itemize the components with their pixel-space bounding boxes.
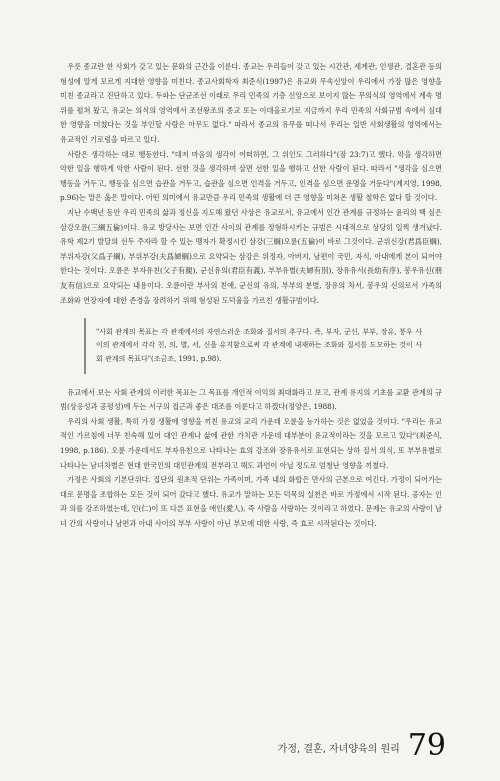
- running-title: 가정, 결혼, 자녀양육의 원리: [277, 744, 400, 755]
- paragraph-6: 가정은 사회의 기본단위다. 집단의 원초적 단위는 가족이며, 가족 내의 화합은 만사의 근본으로 여긴다. 가정이 되어가는 대로 문명을 조합하는 모든 것이 되어 갔다고 했다. 유교가 말하는 모든 덕목의 실천은 바로 가정에서 시작 된다. 공자는 인과 의를 강조하였는데, 인(仁)이 또 다른 표현을 애인(愛人), 즉 사람을 사랑하는 것이라고 하였다. 문제는 유교의 사랑이 남녀 간의 사랑이나 남편과 아내 사이의 부부 사랑이 아닌 부모에 대한 사랑, 즉 효로 시작된다는 것이다.: [60, 475, 442, 529]
- paragraph-3: 지난 수백년 동안 우리 민족의 삶과 정신을 지도해 왔던 사상은 유교로서, 유교에서 인간 관계를 규정하는 윤리의 핵 심은 삼강오륜(三綱五倫)이다. 유교 방당사는 보면 인간 사이의 관계를 정형하시키는 규범은 시대적으로 상당히 일찍 생겨났다. 유학 제2기 발달의 선두 주자라 할 수 있는 맹자가 확정시킨 삼강(三綱)오륜(五倫)이 바로 그것이다. 군위신강(君爲臣綱), 부위자강(父爲子綱), 부위부강(夫爲婦綱)으로 요약되는 삼강은 위정자, 아버지, 남편이 국민, 자식, 아내에게 본이 되어야 한다는 것이다. 오륜은 부자유친(父子有親), 군신유의(君臣有義), 부부유별(夫婦有別), 장유유서(長幼有序), 봉우유신(朋友有信)으로 요약되는 내용이다. 오륜이란 부사의 친애, 군신의 유의, 부부의 분별, 장유의 차서, 봉우의 신의로서 가족의 조화와 연장자에 대한 존경을 장려하기 위해 형성된 도덕율을 가르친 생활규범이다.: [60, 207, 442, 305]
- paragraph-1: 우릇 종교란 한 사회가 갖고 있는 문화의 근간을 이룬다. 종교는 우리들이 갖고 있는 시간관, 세계관, 인생관, 결혼관 등의 형성에 알게 모르게 지대한 영향을 미친다. 종교사회학자 최준식(1997)은 유교와 무속신앙이 우리에서 가장 많은 영향을 미친 종교라고 진단하고 있다. 두파는 단군조선 이래로 우리 민족의 기층 신앙으로 보이지 않는 무의식의 영역에서 계속 명위를 펼쳐 왔고, 유교는 의식의 영역에서 조선왕조의 종교 또는 이데올로기로 지금까지 우리 민족의 사회규범 속에서 심대한 영향을 미쳤다는 것을 부인할 사람은 아무도 없다." 따라서 종교의 유무를 떠나서 우리는 일반 사회생활의 영역에서는 유교적인 기로렁을 따르고 있다.: [60, 62, 442, 144]
- block-quote: "사회 관계의 목표는 각 관계에서의 자연스러운 조화와 질서의 추구다. 즉, 부자, 군신, 부부, 장유, 붕우 사이의 관계에서 각각 친, 의, 별, 서, 신을 유지함으로써 각 관계에 내재하는 조화와 질서를 도모하는 것이 사회 관계의 목표다"(조금조, 1991, p.98).: [84, 318, 432, 374]
- paragraph-2: 사람은 생각하는 대로 행동한다. "대저 마음의 생각이 어떠하면, 그 위인도 그러하다"(잠 23:7)고 했다. 악을 생각하면 악한 일을 행하게 악한 사람이 된다. 선한 것을 생각하며 살면 선한 일을 행하고 선한 사람이 된다. 따라서 "생각을 심으면 행동을 거두고, 행동을 심으면 습관을 거두고, 습관을 심으면 인격을 거두고, 인격을 심으면 운명을 거둔다"(계지영, 1998, p.96)는 말은 옳은 말이다. 어떤 의미에서 유교만큼 우리 민족의 생활에 더 큰 영향을 미쳐온 생활 철학은 없다 할 것이다.: [60, 149, 442, 203]
- page-footer: [277, 728, 446, 763]
- paragraph-4: 유교에서 보는 사회 관계의 이러한 목표는 그 목표를 개인적 이익의 최대화라고 보고, 관계 유지의 기초를 교환 관계의 규범(상응성과 공평성)에 두는 서구의 접근과 좋은 대조를 이룬다고 하겠다(정양은, 1988).: [60, 387, 442, 412]
- paragraph-5: 우리의 사회 생활, 특히 가정 생활에 영향을 끼친 유교의 교리 가운데 오륜을 능가하는 것은 없었을 것이다. "우리는 유교적인 가르침에 너무 친숙해 있어 대인 관계나 삶에 관한 가치관 가운데 대부분이 유교적이라는 것을 모르고 있다"(최준식, 1998, p.186). 오륜 가운데서도 부자유친으로 나타나는 효의 강조와 장유유서로 표현되는 상하 질서 의식, 또 부부유별로 나타나는 남녀차별은 현대 한국인의 대인관계의 전부라고 해도 과언이 아닐 정도로 엄청난 영향을 끼쳤다.: [60, 416, 442, 470]
- page-number: 79: [407, 728, 446, 763]
- body-text: [60, 60, 442, 532]
